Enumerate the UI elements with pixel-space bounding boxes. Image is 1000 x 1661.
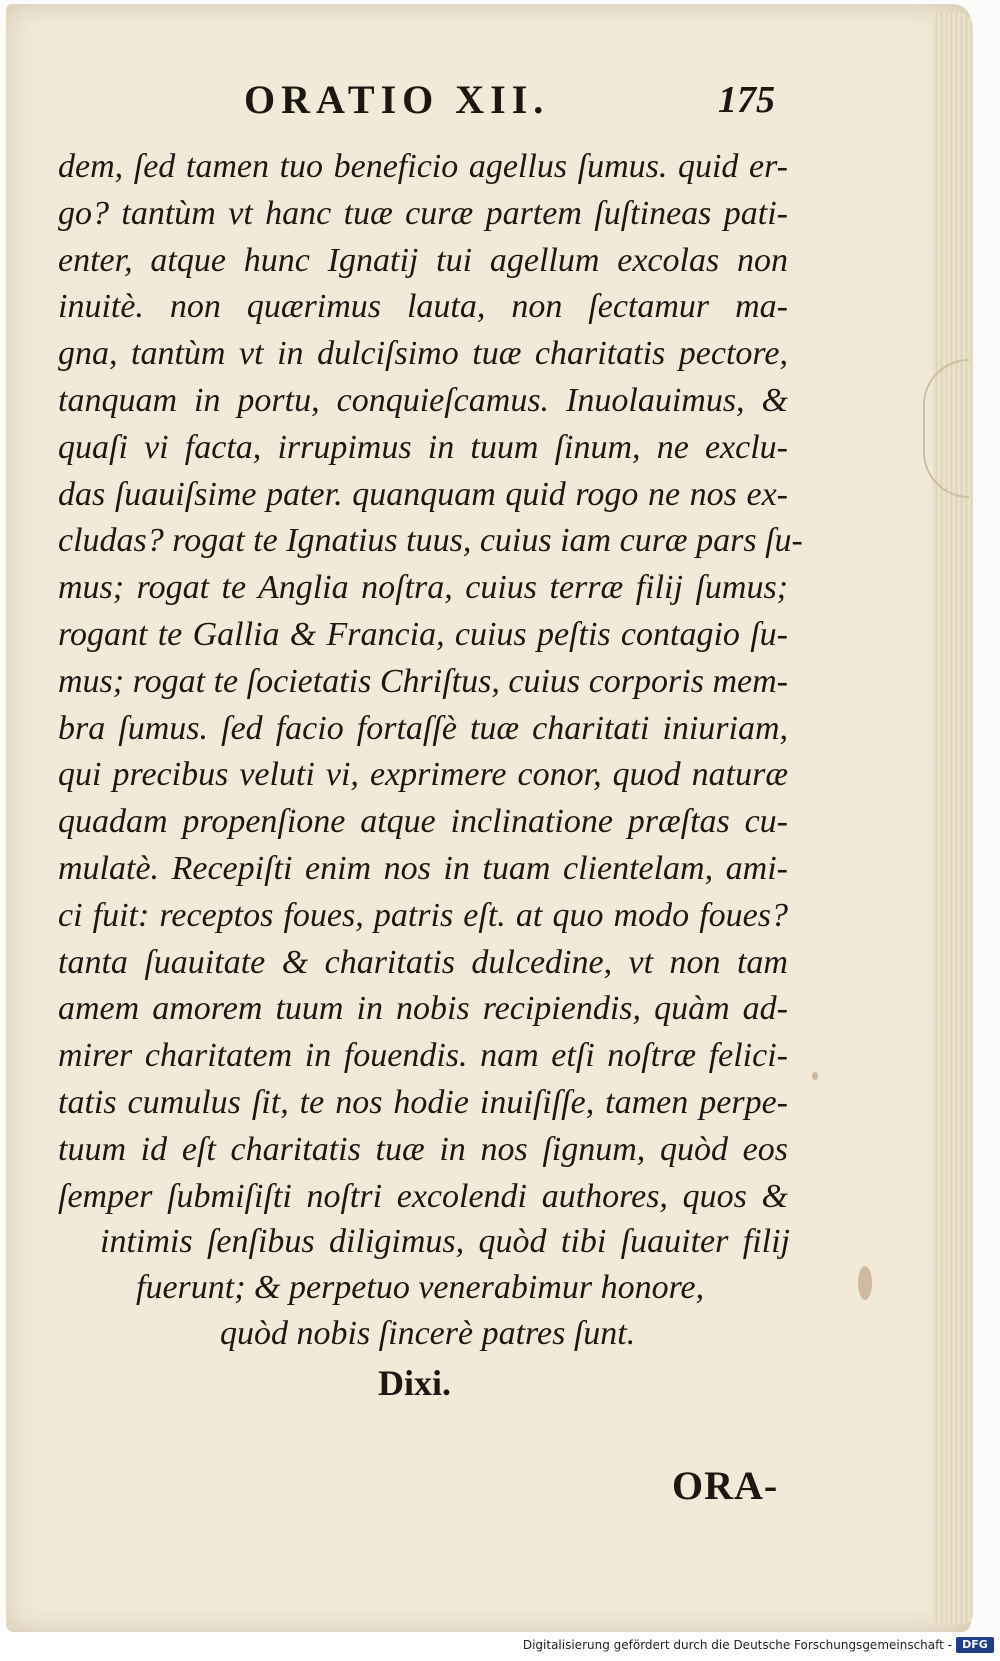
page-header [6, 76, 971, 136]
text-line: tanta ſuauitate & charitatis dulcedine, vt non tam [58, 943, 788, 981]
text-line: enter, atque hunc Ignatij tui agellum excolas non [58, 241, 788, 279]
footer-credit: Digitalisierung gefördert durch die Deutsche Forschungsgemeinschaft - [522, 1638, 952, 1652]
text-line: tuum id eſt charitatis tuæ in nos ſignum, quòd eos [58, 1130, 788, 1168]
page-number: 175 [718, 79, 775, 121]
body-text [58, 144, 803, 1220]
text-line: rogant te Gallia & Francia, cuius peſtis contagio ſu- [58, 615, 788, 653]
closing-line: fuerunt; & perpetuo venerabimur honore, [136, 1269, 705, 1306]
text-line: go? tantùm vt hanc tuæ curæ partem ſuſtineas pati- [58, 194, 788, 232]
text-line: tatis cumulus ſit, te nos hodie inuiſiſſe, tamen perpe- [58, 1083, 788, 1121]
text-line: gna, tantùm vt in dulciſsimo tuæ charitatis pectore, [58, 335, 788, 373]
paper-stain [858, 1266, 872, 1300]
text-line: ſemper ſubmiſiſti noſtri excolendi authores, quos & [58, 1177, 788, 1215]
text-line: mus; rogat te ſocietatis Chriſtus, cuius corporis mem- [58, 662, 788, 700]
closing-line: quòd nobis ſincerè patres ſunt. [220, 1315, 636, 1352]
text-line: quadam propenſione atque inclinatione præſtas cu- [58, 803, 788, 841]
text-line: qui precibus veluti vi, exprimere conor, quod naturæ [58, 756, 788, 794]
text-line: mus; rogat te Anglia noſtra, cuius terræ filij ſumus; [58, 569, 788, 607]
text-line: mulatè. Recepiſti enim nos in tuam clientelam, ami- [58, 849, 788, 887]
book-page [6, 4, 971, 1632]
text-line: dem, ſed tamen tuo beneficio agellus ſumus. quid er- [58, 148, 788, 185]
text-line: bra ſumus. ſed facio fortaſſè tuæ charitati iniuriam, [58, 709, 788, 747]
paper-stain [812, 1072, 818, 1080]
text-line: mirer charitatem in fouendis. nam etſi noſtræ felici- [58, 1037, 788, 1075]
text-line: tanquam in portu, conquieſcamus. Inuolauimus, & [58, 381, 788, 419]
signoff: Dixi. [378, 1363, 452, 1403]
footer-bar [0, 1632, 1000, 1661]
dfg-logo: DFG [956, 1637, 994, 1653]
text-line: ci fuit: receptos foues, patris eſt. at quo modo foues? [58, 896, 788, 934]
text-line: amem amorem tuum in nobis recipiendis, quàm ad- [58, 990, 788, 1028]
text-line: quaſi vi facta, irrupimus in tuum ſinum, ne exclu- [58, 428, 788, 466]
text-line: inuitè. non quærimus lauta, non ſectamur ma- [58, 288, 788, 326]
clip-mark [923, 359, 969, 498]
text-line: das ſuauiſsime pater. quanquam quid rogo ne nos ex- [58, 475, 788, 513]
text-line: cludas? rogat te Ignatius tuus, cuius iam curæ pars ſu- [58, 522, 803, 560]
catchword: ORA- [672, 1463, 779, 1508]
page-edge [933, 12, 973, 1624]
running-title: ORATIO XII. [244, 77, 550, 122]
closing-line: intimis ſenſibus diligimus, quòd tibi ſuauiter filij [100, 1223, 790, 1260]
